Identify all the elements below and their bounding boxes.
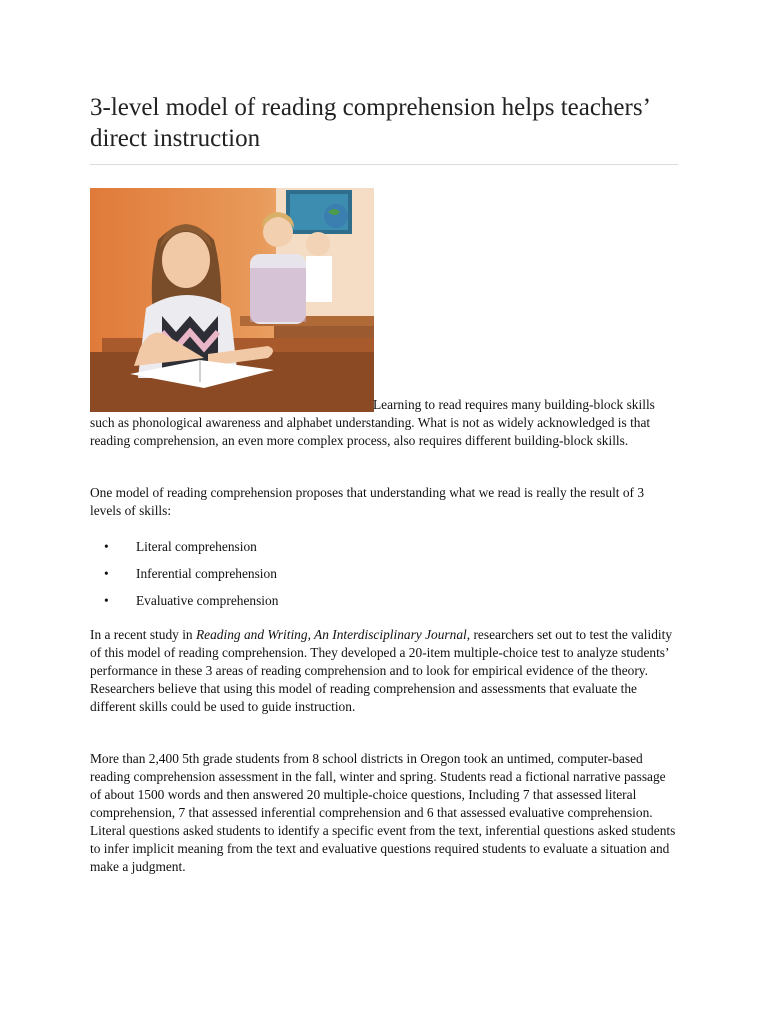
article-title: 3-level model of reading comprehension helps teachers’ direct instruction — [90, 94, 650, 152]
list-item — [90, 592, 670, 619]
skill-label: Evaluative comprehension — [136, 593, 279, 608]
title-divider — [90, 164, 678, 165]
skill-label: Literal comprehension — [136, 539, 257, 554]
skills-list — [90, 538, 670, 619]
bullet-icon: • — [104, 539, 109, 554]
bullet-icon: • — [104, 593, 109, 608]
skill-label: Inferential comprehension — [136, 566, 277, 581]
intro-paragraph-text: Learning to read requires many building-block skills such as phonological awareness and alphabet understanding. What is not as widely acknowledged is that reading comprehension, an even more complex process, also requires different building-block skills. — [90, 397, 655, 448]
method-paragraph: More than 2,400 5th grade students from 8 school districts in Oregon took an untimed, computer-based reading comprehension assessment in the fall, winter and spring. Students read a fictional narrative passage of about 1500 words and then answered 20 multiple-choice questions, Including 7 that assessed literal comprehension, 7 that assessed inferential comprehension and 6 that assessed evaluative comprehension. Literal questions asked students to identify a specific event from the text, inferential questions asked students to infer implicit meaning from the text and evaluative questions required students to evaluate a situation and make a judgment. — [90, 751, 676, 874]
list-item — [90, 565, 670, 592]
classroom-photo-icon — [90, 188, 374, 412]
study-paragraph — [90, 626, 680, 716]
bullet-icon: • — [104, 566, 109, 581]
study-rest: , researchers set out to test the validity of this model of reading comprehension. They developed a 20-item multiple-choice test to analyze students’ performance in these 3 areas of reading comprehension and to look for empirical evidence of the theory. Researchers believe that using this model of reading comprehension and assessments that evaluate the different skills could be used to guide instruction. — [90, 627, 673, 714]
intro-paragraph — [90, 396, 670, 450]
model-paragraph: One model of reading comprehension proposes that understanding what we read is really the result of 3 levels of skills: — [90, 485, 645, 518]
list-item — [90, 538, 670, 565]
journal-name: Reading and Writing, An Interdisciplinary Journal — [195, 627, 467, 642]
classroom-photo — [90, 188, 374, 412]
study-lead: In a recent study in — [90, 627, 196, 642]
